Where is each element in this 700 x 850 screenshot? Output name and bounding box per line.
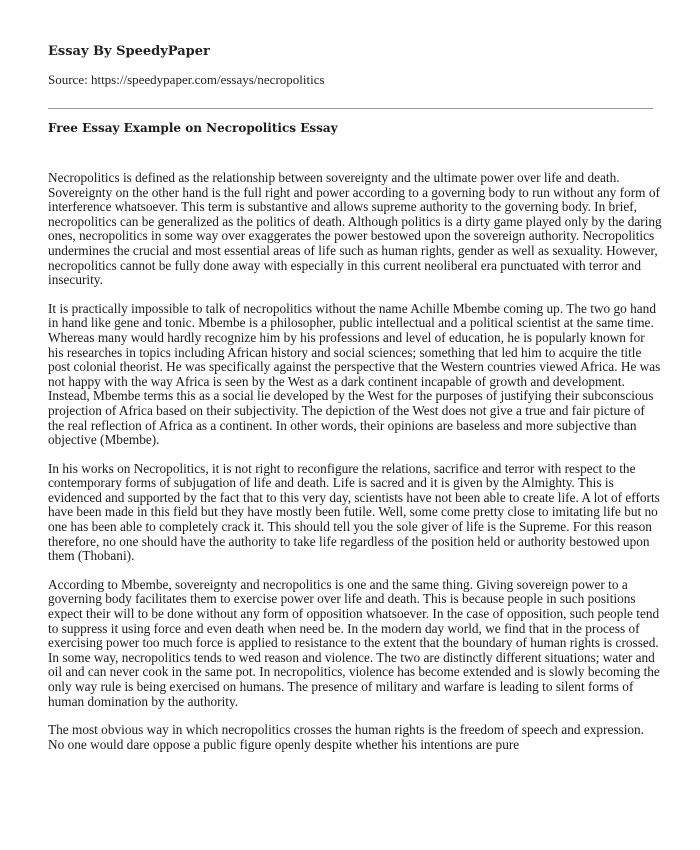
paragraph: Necropolitics is defined as the relationship between sovereignty and the ultimate power over life and death. Sovereignty on the other hand is the full right and power according to a governing body to run without any form of interference whatsoever. This term is substantive and allows supreme authority to the governing body. In brief, necropolitics can be generalized as the politics of death. Although politics is a dirty game played only by the daring ones, necropolitics in some way over exaggerates the power bestowed upon the sovereign authority. Necropolitics undermines the crucial and most essential areas of life such as human rights, gender as well as sexuality. However, necropolitics cannot be fully done away with especially in this current neoliberal era punctuated with terror and insecurity. xyxy=(48,170,662,288)
site-title: Essay By SpeedyPaper xyxy=(48,44,210,59)
source-line: Source: https://speedypaper.com/essays/necropolitics xyxy=(48,72,325,87)
paragraph: It is practically impossible to talk of necropolitics without the name Achille Mbembe coming up. The two go hand in hand like gene and tonic. Mbembe is a philosopher, public intellectual and a political scientist at the same time. Whereas many would hardly recognize him by his professions and level of education, he is popularly known for his researches in topics including African history and social sciences; something that led him to acquire the title post colonial theorist. He was specifically against the perspective that the Western countries viewed Africa. He was not happy with the way Africa is seen by the West as a dark continent incapable of growth and development. Instead, Mbembe terms this as a social lie developed by the West for the purposes of justifying their subconscious projection of Africa based on their subjectivity. The depiction of the West does not give a true and fair picture of the real reflection of Africa as a continent. In other words, their opinions are baseless and more subjective than objective (Mbembe). xyxy=(48,300,661,448)
essay-body xyxy=(48,171,662,766)
paragraph: The most obvious way in which necropolitics crosses the human rights is the freedom of speech and expression. No one would dare oppose a public figure openly despite whether his intentions are pure xyxy=(48,722,645,752)
divider xyxy=(48,108,653,109)
paragraph: According to Mbembe, sovereignty and necropolitics is one and the same thing. Giving sovereign power to a governing body facilitates them to exercise power over life and death. This is because people in such positions expect their will to be done without any form of opposition whatsoever. In the case of opposition, such people tend to suppress it using force and even death when need be. In the modern day world, we find that in the process of exercising power too much force is applied to resistance to the extent that the boundary of human rights is crossed. In some way, necropolitics tends to wed reason and violence. The two are distinctly different situations; water and oil and can never cook in the same pot. In necropolitics, violence has become extended and is slowly becoming the only way rule is being exercised on humans. The presence of military and warfare is leading to silent forms of human domination by the authority. xyxy=(48,576,660,709)
paragraph: In his works on Necropolitics, it is not right to reconfigure the relations, sacrifice and terror with respect to the contemporary forms of subjugation of life and death. Life is sacred and it is given by the Almighty. This is evidenced and supported by the fact that to this very day, scientists have not been able to create life. A lot of efforts have been made in this field but they have mostly been futile. Well, some come pretty close to imitating life but no one has been able to completely crack it. This should tell you the sole giver of life is the Supreme. For this reason therefore, no one should have the authority to take life regardless of the position held or authority bestowed upon them (Thobani). xyxy=(48,460,660,564)
essay-title: Free Essay Example on Necropolitics Essay xyxy=(48,121,338,135)
